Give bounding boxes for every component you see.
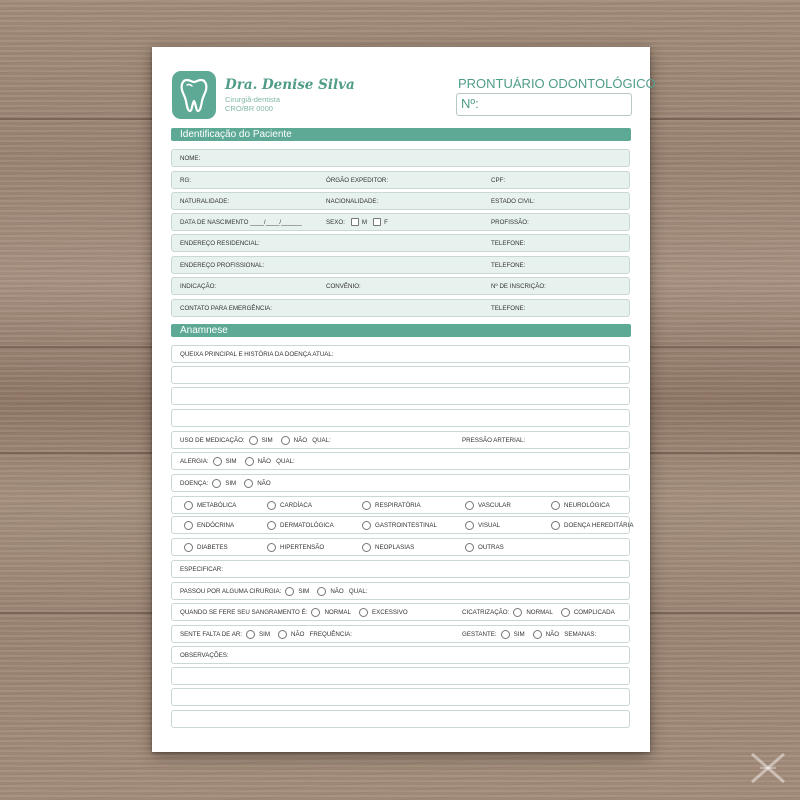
sexo-m-label: M xyxy=(361,219,368,226)
excessivo-label: EXCESSIVO xyxy=(371,609,408,616)
disease-label: VASCULAR xyxy=(478,502,511,509)
doctor-registration: CRO/BR 0000 xyxy=(225,104,273,113)
tooth-logo-icon xyxy=(172,71,216,119)
disease-option[interactable] xyxy=(180,539,228,556)
convenio-label: CONVÊNIO: xyxy=(326,283,361,290)
doenca-sim-radio[interactable] xyxy=(212,479,221,488)
disease-radio[interactable] xyxy=(362,501,371,510)
blank-line[interactable] xyxy=(171,366,630,384)
sim-label: SIM xyxy=(259,631,271,638)
doctor-name: Dra. Denise Silva xyxy=(225,77,355,93)
medicacao-label: USO DE MEDICAÇÃO: xyxy=(180,437,245,444)
disease-label: NEUROLÓGICA xyxy=(564,502,610,509)
contato-emergencia-label: CONTATO PARA EMERGÊNCIA: xyxy=(180,305,273,312)
disease-option[interactable] xyxy=(180,517,234,534)
section-identificacao-header xyxy=(171,128,631,141)
field-row-contato-emergencia[interactable] xyxy=(171,299,630,317)
disease-label: VISUAL xyxy=(478,522,501,529)
nascimento-label: DATA DE NASCIMENTO ____/____/______ xyxy=(180,219,302,226)
doctor-specialty: Cirurgiã-dentista xyxy=(225,95,281,104)
disease-radio[interactable] xyxy=(184,543,193,552)
semanas-label: SEMANAS: xyxy=(564,631,597,638)
disease-label: METABÓLICA xyxy=(197,502,237,509)
field-row-endereco-profissional[interactable] xyxy=(171,256,630,274)
nao-label: NÃO xyxy=(293,437,308,444)
disease-label: HIPERTENSÃO xyxy=(280,544,325,551)
cicatrizacao-complicada-radio[interactable] xyxy=(561,608,570,617)
disease-radio[interactable] xyxy=(184,521,193,530)
disease-option[interactable] xyxy=(263,539,324,556)
nao-label: NÃO xyxy=(545,631,560,638)
field-row-rg[interactable] xyxy=(171,171,630,189)
sim-label: SIM xyxy=(513,631,525,638)
alergia-label: ALERGIA: xyxy=(180,458,209,465)
qual-label: QUAL: xyxy=(312,437,331,444)
doenca-group xyxy=(180,475,271,492)
gestante-group xyxy=(462,626,596,643)
cicatrizacao-label: CICATRIZAÇÃO: xyxy=(462,609,510,616)
sangramento-excessivo-radio[interactable] xyxy=(359,608,368,617)
disease-radio[interactable] xyxy=(362,521,371,530)
disease-label: ENDÓCRINA xyxy=(197,522,235,529)
field-row-observacoes[interactable] xyxy=(171,646,630,664)
sexo-f-label: F xyxy=(384,219,388,226)
disease-option[interactable] xyxy=(547,497,610,514)
complicada-label: COMPLICADA xyxy=(573,609,615,616)
blank-line[interactable] xyxy=(171,667,630,685)
field-row-falta-ar[interactable] xyxy=(171,625,630,643)
sangramento-label: QUANDO SE FERE SEU SANGRAMENTO É: xyxy=(180,609,308,616)
profissao-label: PROFISSÃO: xyxy=(491,219,529,226)
record-number-label: Nº: xyxy=(461,96,479,111)
medicacao-group xyxy=(180,432,331,449)
disease-option[interactable] xyxy=(263,517,334,534)
observacoes-label: OBSERVAÇÕES: xyxy=(180,652,229,659)
disease-radio[interactable] xyxy=(465,501,474,510)
frequencia-label: FREQUÊNCIA: xyxy=(309,631,352,638)
disease-radio[interactable] xyxy=(267,543,276,552)
medicacao-sim-radio[interactable] xyxy=(249,436,258,445)
sexo-group xyxy=(326,214,388,231)
endereco-residencial-label: ENDEREÇO RESIDENCIAL: xyxy=(180,240,260,247)
cirurgia-nao-radio[interactable] xyxy=(317,587,326,596)
gestante-sim-radio[interactable] xyxy=(501,630,510,639)
field-row-queixa[interactable] xyxy=(171,345,630,363)
nome-label: NOME: xyxy=(180,155,201,162)
blank-line[interactable] xyxy=(171,387,630,405)
falta-ar-label: SENTE FALTA DE AR: xyxy=(180,631,243,638)
naturalidade-label: NATURALIDADE: xyxy=(180,198,230,205)
disease-radio[interactable] xyxy=(267,521,276,530)
sim-label: SIM xyxy=(225,480,237,487)
normal-label: NORMAL xyxy=(526,609,553,616)
nao-label: NÃO xyxy=(257,458,271,465)
endereco-profissional-label: ENDEREÇO PROFISSIONAL: xyxy=(180,262,265,269)
nacionalidade-label: NACIONALIDADE: xyxy=(326,198,379,205)
disease-label: DOENÇA HEREDITÁRIA xyxy=(564,522,634,529)
field-row-nome[interactable] xyxy=(171,149,630,167)
disease-options-row xyxy=(171,516,634,534)
cirurgia-label: PASSOU POR ALGUMA CIRURGIA: xyxy=(180,588,282,595)
doenca-nao-radio[interactable] xyxy=(244,479,253,488)
disease-option[interactable] xyxy=(358,539,414,556)
telefone-label: TELEFONE: xyxy=(491,305,526,312)
cirurgia-sim-radio[interactable] xyxy=(285,587,294,596)
field-row-medicacao[interactable] xyxy=(171,431,630,449)
falta-ar-group xyxy=(180,626,352,643)
inscricao-label: Nº DE INSCRIÇÃO: xyxy=(491,283,546,290)
disease-radio[interactable] xyxy=(551,501,560,510)
disease-options-row xyxy=(171,538,630,556)
falta-ar-sim-radio[interactable] xyxy=(246,630,255,639)
disease-label: RESPIRATÓRIA xyxy=(375,502,421,509)
rg-label: RG: xyxy=(180,177,192,184)
disease-option[interactable] xyxy=(358,497,421,514)
section-title: Anamnese xyxy=(180,325,228,336)
indicacao-label: INDICAÇÃO: xyxy=(180,283,217,290)
watermark-logo-icon xyxy=(748,748,788,788)
telefone-label: TELEFONE: xyxy=(491,240,526,247)
medicacao-nao-radio[interactable] xyxy=(281,436,290,445)
blank-line[interactable] xyxy=(171,688,630,706)
especificar-label: ESPECIFICAR: xyxy=(180,566,223,573)
disease-label: OUTRAS xyxy=(478,544,504,551)
cicatrizacao-group xyxy=(462,604,615,621)
field-row-doenca[interactable] xyxy=(171,474,630,492)
sexo-f-checkbox[interactable] xyxy=(373,218,381,226)
section-title: Identificação do Paciente xyxy=(180,129,292,140)
disease-radio[interactable] xyxy=(267,501,276,510)
sim-label: SIM xyxy=(261,437,273,444)
section-anamnese-header xyxy=(171,324,631,337)
disease-label: GASTROINTESTINAL xyxy=(375,522,437,529)
form-title: PRONTUÁRIO ODONTOLÓGICO xyxy=(458,76,656,91)
field-row-nascimento[interactable] xyxy=(171,213,630,231)
falta-ar-nao-radio[interactable] xyxy=(278,630,287,639)
disease-option[interactable] xyxy=(547,517,633,534)
disease-radio[interactable] xyxy=(465,521,474,530)
cpf-label: CPF: xyxy=(491,177,506,184)
disease-radio[interactable] xyxy=(362,543,371,552)
disease-option[interactable] xyxy=(358,517,437,534)
qual-label: QUAL: xyxy=(276,458,295,465)
sexo-label: SEXO: xyxy=(326,219,345,226)
nao-label: NÃO xyxy=(330,588,344,595)
disease-radio[interactable] xyxy=(184,501,193,510)
disease-label: NEOPLASIAS xyxy=(375,544,415,551)
nao-label: NÃO xyxy=(291,631,305,638)
gestante-nao-radio[interactable] xyxy=(533,630,542,639)
qual-label: QUAL: xyxy=(348,588,368,595)
gestante-label: GESTANTE: xyxy=(462,631,497,638)
blank-line[interactable] xyxy=(171,710,630,728)
sangramento-group xyxy=(180,604,408,621)
disease-option[interactable] xyxy=(461,539,504,556)
disease-label: DERMATOLÓGICA xyxy=(280,522,334,529)
orgao-label: ÓRGÃO EXPEDITOR: xyxy=(326,177,389,184)
sexo-m-checkbox[interactable] xyxy=(351,218,359,226)
disease-option[interactable] xyxy=(180,497,236,514)
field-row-naturalidade[interactable] xyxy=(171,192,630,210)
disease-option[interactable] xyxy=(461,497,511,514)
field-row-cirurgia[interactable] xyxy=(171,582,630,600)
disease-option[interactable] xyxy=(461,517,500,534)
alergia-sim-radio[interactable] xyxy=(213,457,222,466)
pressao-label: PRESSÃO ARTERIAL: xyxy=(462,437,526,444)
alergia-nao-radio[interactable] xyxy=(245,457,254,466)
alergia-group xyxy=(180,453,295,470)
disease-radio[interactable] xyxy=(465,543,474,552)
disease-label: DIABETES xyxy=(197,544,228,551)
field-row-endereco-residencial[interactable] xyxy=(171,234,630,252)
record-number-field[interactable] xyxy=(456,93,632,116)
cirurgia-group xyxy=(180,583,368,600)
dental-record-sheet xyxy=(152,47,656,752)
queixa-label: QUEIXA PRINCIPAL E HISTÓRIA DA DOENÇA ATUAL: xyxy=(180,351,334,358)
field-row-alergia[interactable] xyxy=(171,452,630,470)
disease-options-row xyxy=(171,496,630,514)
doenca-label: DOENÇA: xyxy=(180,480,209,487)
sim-label: SIM xyxy=(298,588,310,595)
field-row-indicacao[interactable] xyxy=(171,277,630,295)
sangramento-normal-radio[interactable] xyxy=(311,608,320,617)
nao-label: NÃO xyxy=(257,480,271,487)
estado-civil-label: ESTADO CIVIL: xyxy=(491,198,535,205)
disease-option[interactable] xyxy=(263,497,312,514)
normal-label: NORMAL xyxy=(324,609,351,616)
sim-label: SIM xyxy=(225,458,237,465)
blank-line[interactable] xyxy=(171,409,630,427)
cicatrizacao-normal-radio[interactable] xyxy=(513,608,522,617)
telefone-label: TELEFONE: xyxy=(491,262,526,269)
field-row-sangramento[interactable] xyxy=(171,603,630,621)
field-row-especificar[interactable] xyxy=(171,560,630,578)
disease-label: CARDÍACA xyxy=(280,502,312,509)
disease-radio[interactable] xyxy=(551,521,560,530)
